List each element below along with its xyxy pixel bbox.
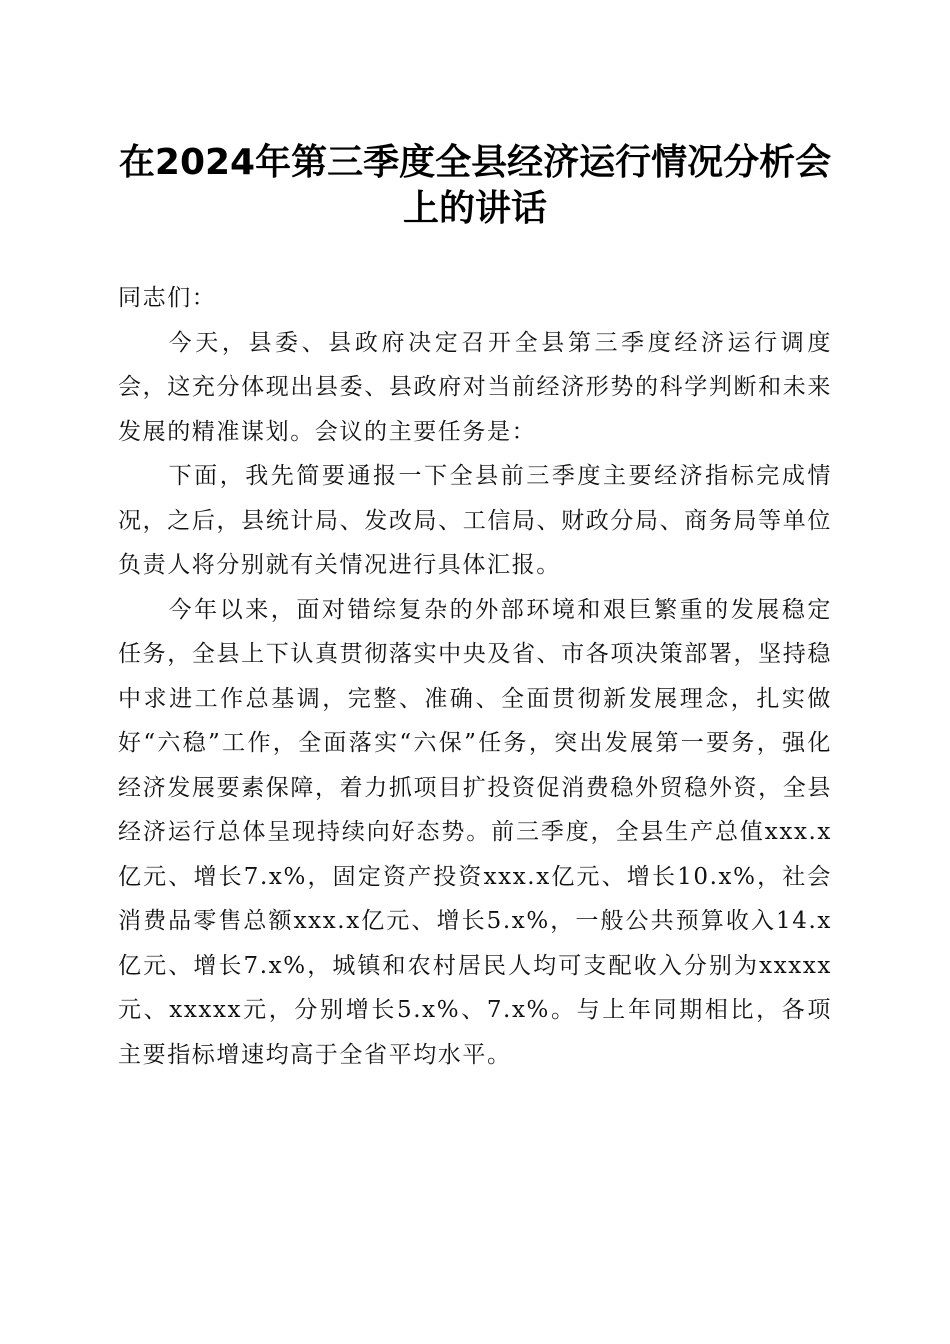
title-line-2: 上的讲话 [402, 188, 547, 229]
document-title [118, 140, 832, 232]
paragraph-3: 今年以来，面对错综复杂的外部环境和艰巨繁重的发展稳定任务，全县上下认真贯彻落实中央及省、市各项决策部署，坚持稳中求进工作总基调，完整、准确、全面贯彻新发展理念，扎实做好“六稳”工作，全面落实“六保”任务，突出发展第一要务，强化经济发展要素保障，着力抓项目扩投资促消费稳外贸稳外资，全县经济运行总体呈现持续向好态势。前三季度，全县生产总值xxx.x亿元、增长7.x%，固定资产投资xxx.x亿元、增长10.x%，社会消费品零售总额xxx.x亿元、增长5.x%，一般公共预算收入14.x亿元、增长7.x%，城镇和农村居民人均可支配收入分别为xxxxx元、xxxxx元，分别增长5.x%、7.x%。与上年同期相比，各项主要指标增速均高于全省平均水平。 [118, 596, 832, 1068]
paragraph-2: 下面，我先简要通报一下全县前三季度主要经济指标完成情况，之后，县统计局、发改局、工信局、财政分局、商务局等单位负责人将分别就有关情况进行具体汇报。 [118, 463, 832, 578]
document-body [118, 276, 832, 1077]
title-line-1: 在2024年第三季度全县经济运行情况分析会 [118, 142, 832, 183]
salutation: 同志们： [118, 285, 217, 311]
paragraph-1: 今天，县委、县政府决定召开全县第三季度经济运行调度会，这充分体现出县委、县政府对当前经济形势的科学判断和未来发展的精准谋划。会议的主要任务是： [118, 329, 832, 445]
